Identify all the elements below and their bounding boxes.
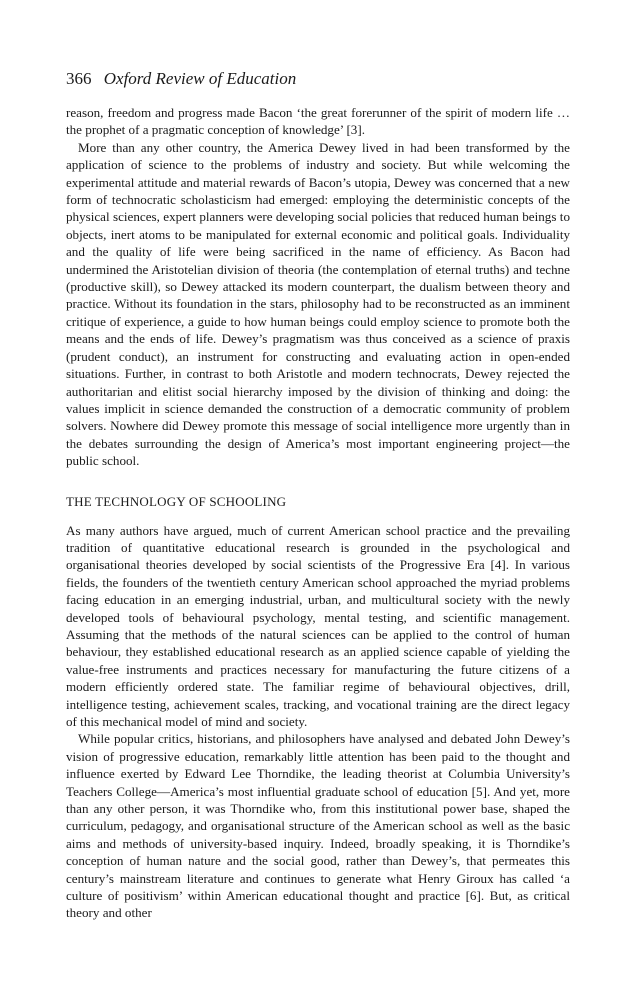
document-page (66, 68, 570, 922)
paragraph-dewey-technocracy: More than any other country, the America Dewey lived in had been transformed by the application of science to the problems of industry and society. But while welcoming the experimental attitude and material rewards of Bacon’s utopia, Dewey was concerned that a new form of technocratic scholasticism had emerged: employing the deterministic concepts of the physical sciences, expert planners were developing social policies that reduced human beings to objects, inert atoms to be manipulated for external economic and political goals. Individuality and the quality of life were being sacrificed in the name of efficiency. As Bacon had undermined the Aristotelian division of theoria (the contemplation of eternal truths) and techne (productive skill), so Dewey attacked its modern counterpart, the dualism between theory and practice. Without its foundation in the stars, philosophy had to be reconstructed as an imminent critique of experience, a guide to how human beings could employ science to promote both the means and the ends of life. Dewey’s pragmatism was thus conceived as a science of praxis (prudent conduct), an instrument for constructing and evaluating action in open-ended situations. Further, in contrast to both Aristotle and modern technocrats, Dewey rejected the authoritarian and elitist social hierarchy imposed by the division of thinking and doing: the values implicit in science demanded the construction of a democratic community of problem solvers. Nowhere did Dewey promote this message of social intelligence more urgently than in the debates surrounding the design of America’s most important engineering project—the public school. (66, 139, 570, 469)
page-number: 366 (66, 69, 92, 88)
paragraph-progressive-era: As many authors have argued, much of current American school practice and the prevailing tradition of quantitative educational research is grounded in the psychological and organisational theories developed by social scientists of the Progressive Era [4]. In various fields, the founders of the twentieth century American school approached the myriad problems facing education in an emerging industrial, urban, and multicultural society with the newly developed tools of behavioural psychology, mental testing, and scientific management. Assuming that the methods of the natural sciences can be applied to the control of human behaviour, they established educational research as an applied science capable of yielding the value-free instruments and practices necessary for manufacturing the future citizens of a modern efficiently ordered state. The familiar regime of behavioural objectives, drill, intelligence testing, achievement scales, tracking, and vocational training are the direct legacy of this mechanical model of mind and society. (66, 522, 570, 729)
paragraph-continued: reason, freedom and progress made Bacon ‘the great forerunner of the spirit of modern life … the prophet of a pragmatic conception of knowledge’ [3]. (66, 105, 570, 138)
journal-title: Oxford Review of Education (103, 69, 297, 88)
running-head (66, 68, 570, 90)
section-heading: THE TECHNOLOGY OF SCHOOLING (66, 493, 287, 509)
paragraph-thorndike: While popular critics, historians, and philosophers have analysed and debated John Dewey’s vision of progressive education, remarkably little attention has been paid to the thought and influence exerted by Edward Lee Thorndike, the leading theorist at Columbia University’s Teachers College—America’s most influential graduate school of education [5]. And yet, more than any other person, it was Thorndike who, from this institutional power base, shaped the curriculum, pedagogy, and organisational structure of the American school as well as the basic aims and methods of university-based inquiry. Indeed, broadly speaking, it is Thorndike’s conception of human nature and the social good, rather than Dewey’s, that permeates this century’s mainstream literature and continues to generate what Henry Giroux has called ‘a culture of positivism’ within American educational thought and practice [6]. But, as critical theory and other (66, 731, 570, 921)
